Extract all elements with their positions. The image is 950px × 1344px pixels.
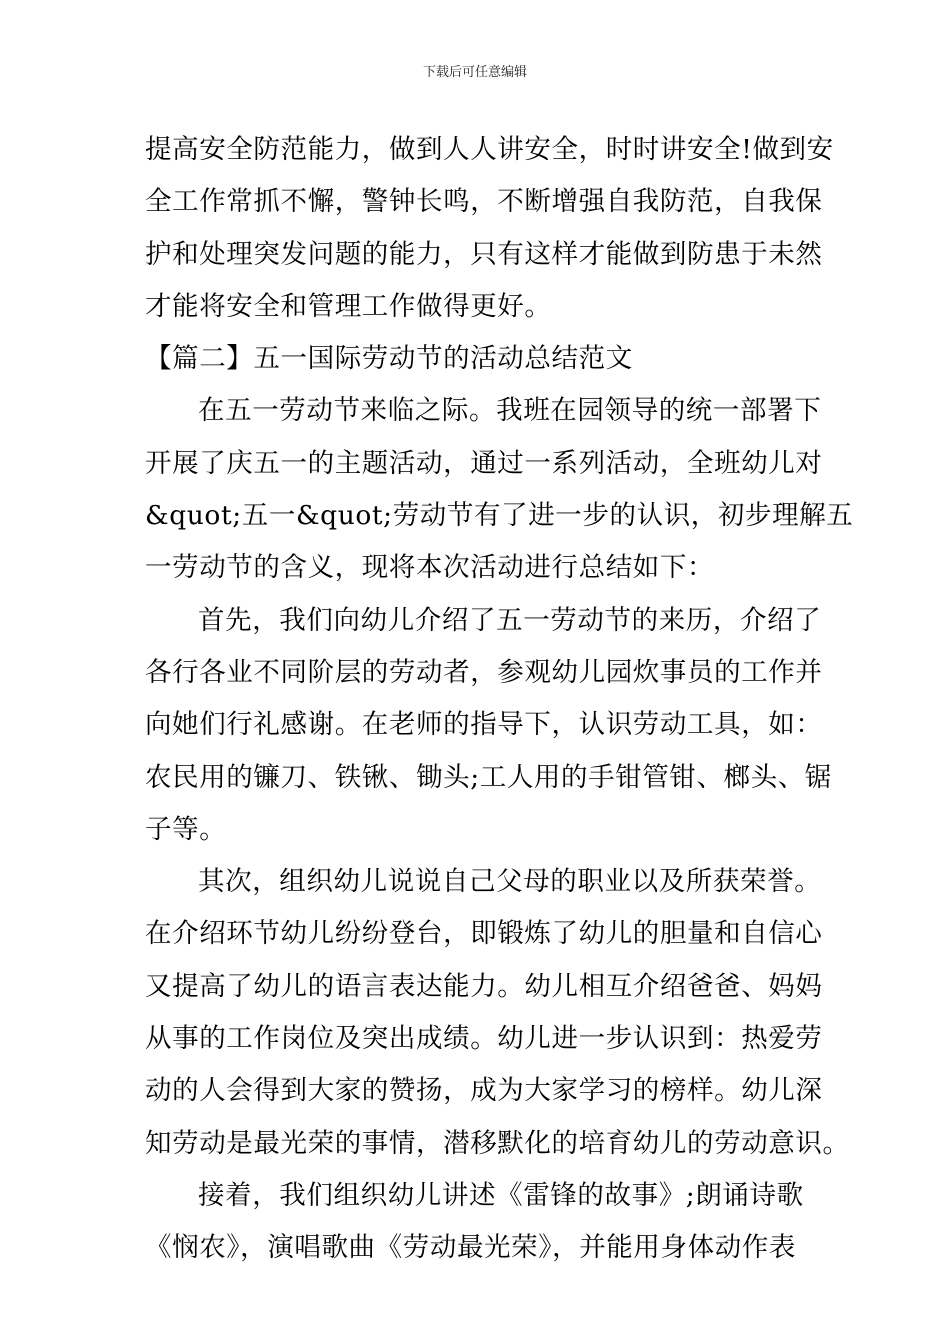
text-line: 护和处理突发问题的能力，只有这样才能做到防患于未然 <box>145 238 823 270</box>
text-line: 开展了庆五一的主题活动，通过一系列活动，全班幼儿对 <box>145 447 823 479</box>
text-line: 向她们行礼感谢。在老师的指导下，认识劳动工具，如： <box>145 709 823 741</box>
text-line: 知劳动是最光荣的事情，潜移默化的培育幼儿的劳动意识。 <box>145 1127 850 1159</box>
paragraph-first-line: 其次，组织幼儿说说自己父母的职业以及所获荣誉。 <box>198 866 822 898</box>
text-line: 一劳动节的含义，现将本次活动进行总结如下： <box>145 552 715 584</box>
document-body <box>145 124 854 1275</box>
paragraph-first-line: 在五一劳动节来临之际。我班在园领导的统一部署下 <box>198 395 822 427</box>
text-line: 子等。 <box>145 813 227 845</box>
text-line: 从事的工作岗位及突出成绩。幼儿进一步认识到：热爱劳 <box>145 1023 823 1055</box>
text-line: 提高安全防范能力，做到人人讲安全，时时讲安全!做到安 <box>145 134 834 165</box>
text-line: 动的人会得到大家的赞扬，成为大家学习的榜样。幼儿深 <box>145 1075 823 1107</box>
text-line: 农民用的镰刀、铁锹、锄头;工人用的手钳管钳、榔头、锯 <box>145 761 833 793</box>
paragraph-first-line: 首先，我们向幼儿介绍了五一劳动节的来历，介绍了 <box>198 604 822 636</box>
text-line: 《悯农》，演唱歌曲《劳动最光荣》，并能用身体动作表 <box>145 1232 796 1264</box>
text-line: 才能将安全和管理工作做得更好。 <box>145 290 552 322</box>
text-line: 各行各业不同阶层的劳动者，参观幼儿园炊事员的工作并 <box>145 656 823 688</box>
text-line: 在介绍环节幼儿纷纷登台，即锻炼了幼儿的胆量和自信心 <box>145 918 823 950</box>
text-line: 又提高了幼儿的语言表达能力。幼儿相互介绍爸爸、妈妈 <box>145 970 823 1002</box>
paragraph-first-line: 接着，我们组织幼儿讲述《雷锋的故事》;朗诵诗歌 <box>198 1179 804 1211</box>
text-line: &quot;五一&quot;劳动节有了进一步的认识，初步理解五 <box>145 500 854 532</box>
section-heading: 【篇二】五一国际劳动节的活动总结范文 <box>145 343 633 375</box>
page-header: 下载后可任意编辑 <box>422 65 527 80</box>
text-line: 全工作常抓不懈，警钟长鸣，不断增强自我防范，自我保 <box>145 186 823 218</box>
